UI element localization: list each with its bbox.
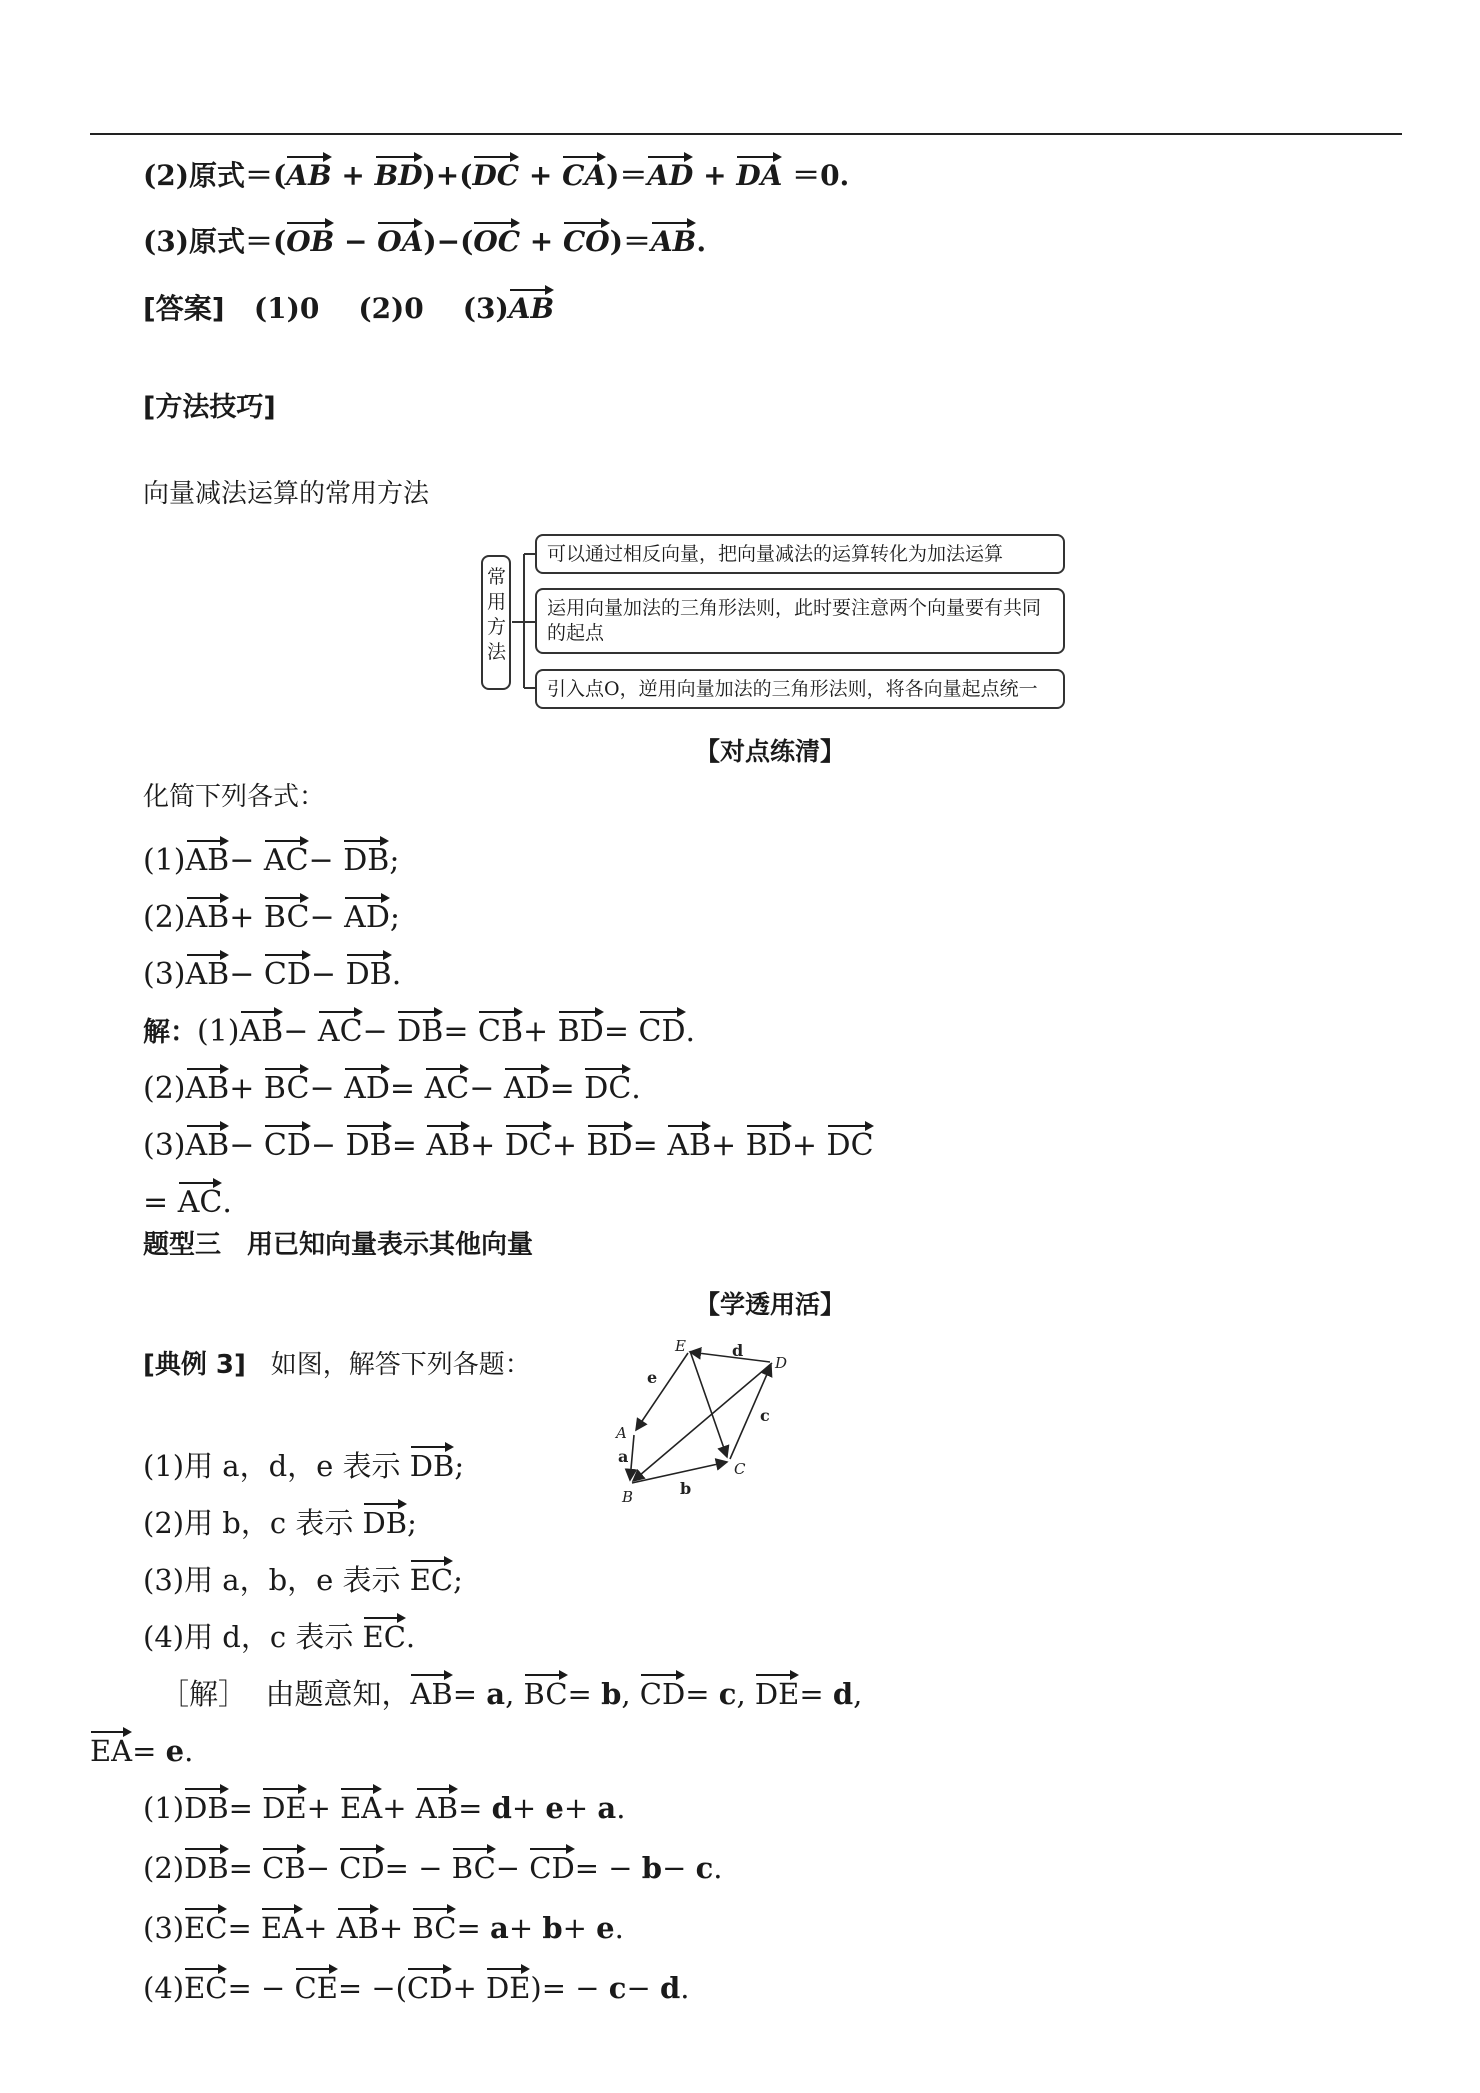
answer-3: (3) [462,292,509,325]
vector-d [690,1352,770,1362]
practice-q2: (2)AB+ BC− AD; [143,895,400,933]
label-B: B [622,1488,634,1506]
equation-label: (3)原式＝( [143,225,287,258]
practice-a1: 解：(1)AB− AC− DB= CB+ BD= CD. [143,1009,695,1047]
practice-a3: (3)AB− CD− DB= AB+ DC+ BD= AB+ BD+ DC [143,1123,874,1161]
label-e: e [647,1368,658,1387]
q1-text: (1)用 a，d，e 表示 [143,1449,401,1483]
answer-2: (2)0 [358,292,424,325]
label-a: a [618,1447,629,1466]
equation-line-2: (2)原式＝(AB + BD)+(DC + CA)＝AD + DA ＝0. [143,154,849,190]
method-side-label [481,555,511,690]
vector-e [636,1353,688,1430]
q4-text: (4)用 d，c 表示 [143,1620,354,1654]
example-label: [典例 3] [143,1350,246,1380]
q3-text: (3)用 a，b，e 表示 [143,1563,401,1597]
practice-a2: (2)AB+ BC− AD= AC− AD= DC. [143,1066,641,1104]
label-b: b [680,1479,692,1498]
solution-intro: 由题意知， [265,1677,411,1711]
practice-q3: (3)AB− CD− DB. [143,952,401,990]
solution-label: ［解］ [160,1677,248,1711]
type3-a4: (4)EC= − CE= −(CD+ DE)= − c− d. [143,1966,689,2003]
method-heading: [方法技巧] [143,392,276,423]
vector-EC [690,1351,727,1457]
type3-a2: (2)DB= CB− CD= − BC− CD= − b− c. [143,1846,723,1883]
type3-heading: 题型三 用已知向量表示其他向量 [143,1230,534,1260]
practice-q1: (1)AB− AC− DB; [143,838,399,876]
example-text: 如图，解答下列各题： [270,1350,531,1380]
answer-1: (1)0 [253,292,320,325]
practice-intro: 化简下列各式： [143,782,326,812]
top-rule [90,133,1402,135]
vector-a [630,1435,634,1480]
type3-q1: (1)用 a，d，e 表示 DB; [143,1444,464,1481]
type3-a3: (3)EC= EA+ AB+ BC= a+ b+ e. [143,1906,624,1943]
equation-label: (2)原式＝( [143,159,287,192]
type3-q2: (2)用 b，c 表示 DB; [143,1501,417,1538]
label-A: A [616,1424,627,1442]
practice-title: 【对点练清】 [694,737,845,766]
type3-a1: (1)DB= DE+ EA+ AB= d+ e+ a. [143,1786,625,1823]
vector-figure [600,1335,800,1515]
method-subheading: 向量减法运算的常用方法 [143,479,430,509]
label-C: C [734,1460,746,1478]
method-item-1: 可以通过相反向量，把向量减法的运算转化为加法运算 [535,534,1065,574]
type3-q3: (3)用 a，b，e 表示 EC; [143,1558,463,1595]
q2-text: (2)用 b，c 表示 [143,1506,354,1540]
side-label-text: 常用方法 [487,566,507,663]
solution-prefix: 解： [143,1017,197,1048]
label-d: d [732,1341,744,1360]
practice-a3-cont: = AC. [143,1180,232,1218]
equation-line-3: (3)原式＝(OB − OA)−(OC + CO)＝AB. [143,220,706,256]
example-line [143,1352,531,1378]
type3-subtitle: 【学透用活】 [694,1290,845,1319]
type3-solution-cont: EA= e. [90,1729,193,1766]
label-D: D [775,1354,788,1372]
label-c: c [760,1406,770,1425]
method-item-2: 运用向量加法的三角形法则，此时要注意两个向量要有共同的起点 [535,588,1065,654]
answer-line: [答案] (1)0 (2)0 (3)AB [143,287,554,323]
type3-solution: ［解］ 由题意知，AB= a, BC= b, CD= c, DE= d, [160,1672,862,1709]
label-E: E [675,1337,686,1355]
method-item-3: 引入点O，逆用向量加法的三角形法则，将各向量起点统一 [535,669,1065,709]
type3-q4: (4)用 d，c 表示 EC. [143,1615,415,1652]
answer-label: [答案] [143,292,225,325]
